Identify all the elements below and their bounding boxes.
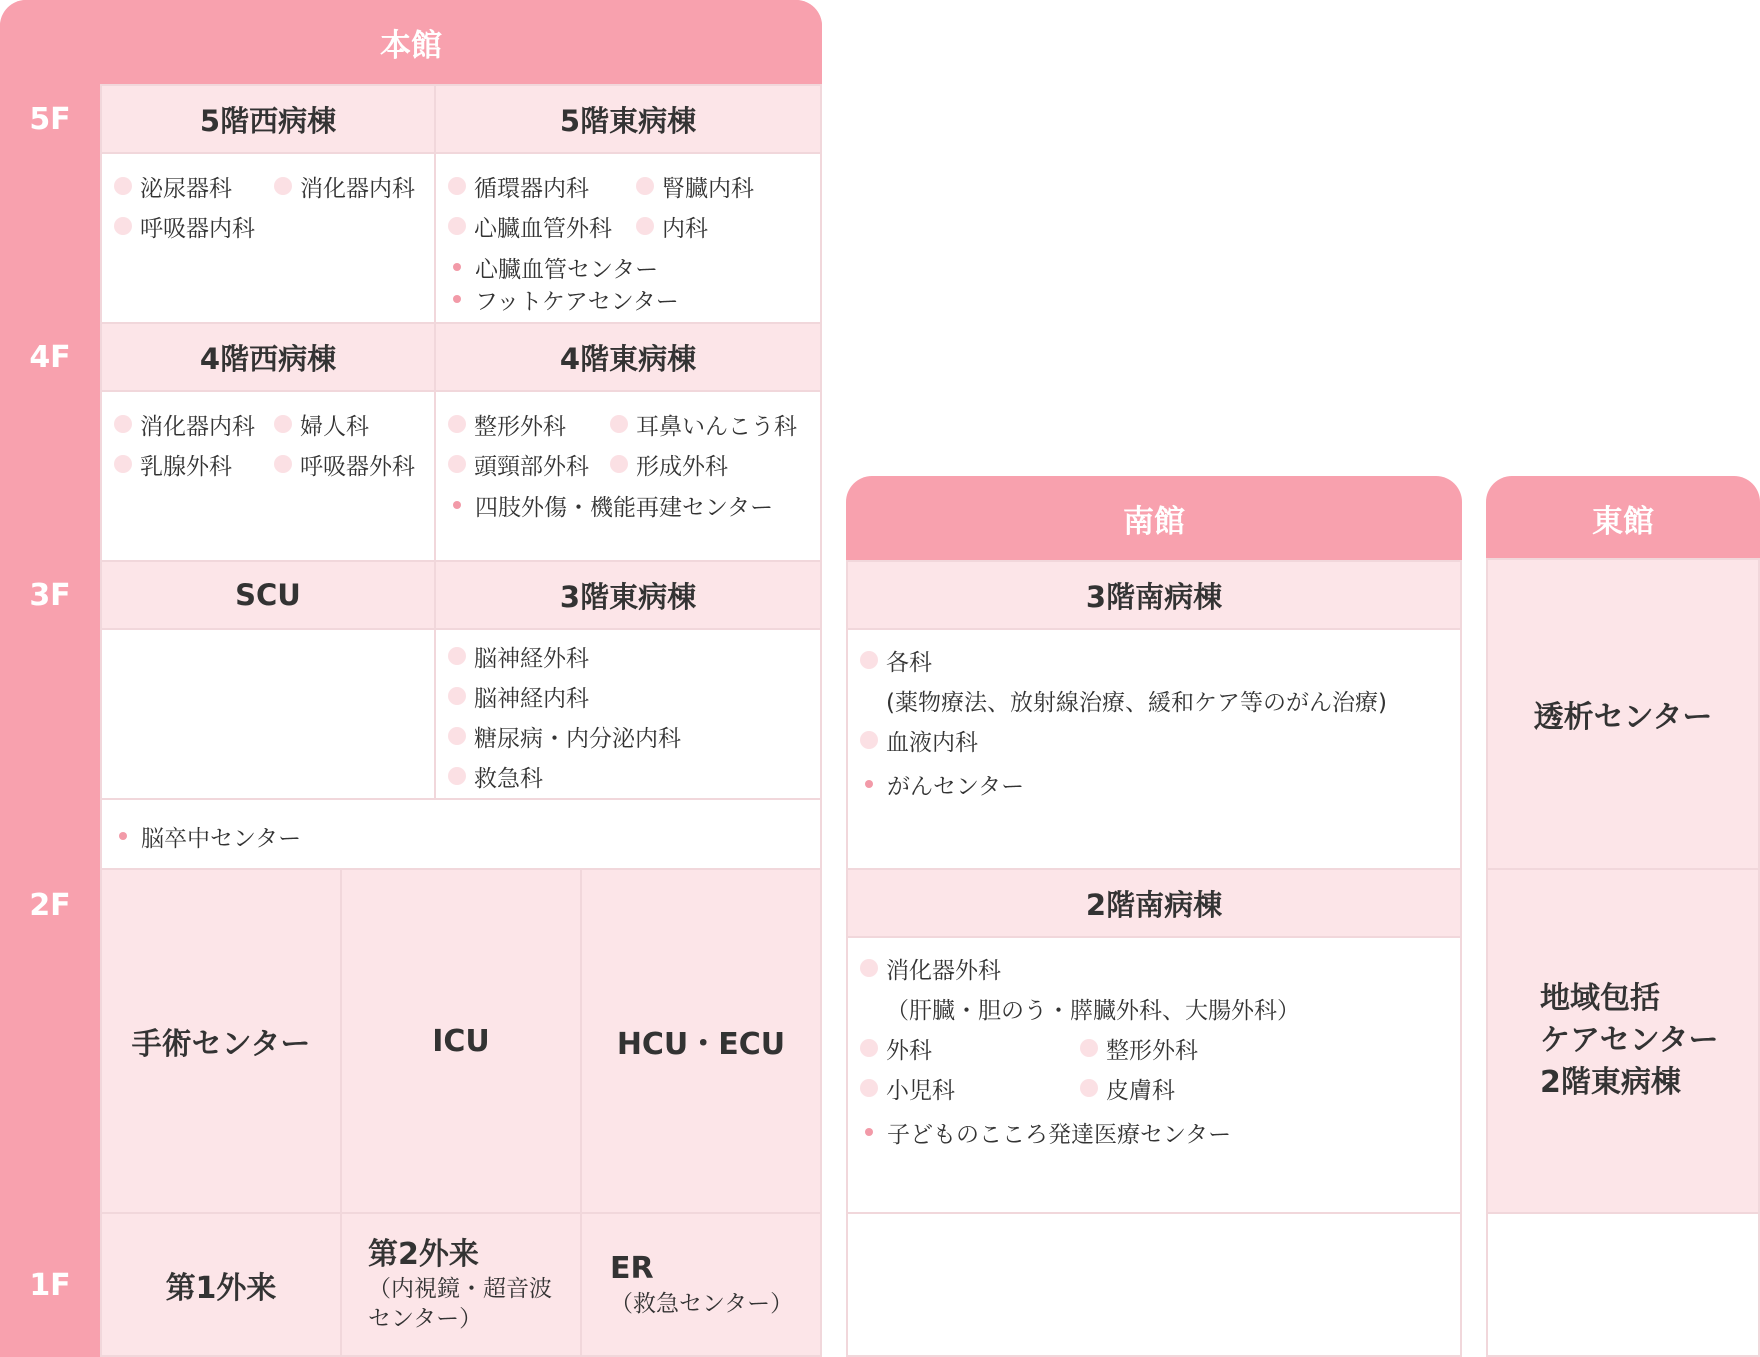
list-item: 循環器内科 <box>448 170 636 203</box>
community-care-line2: ケアセンター <box>1540 1023 1719 1058</box>
outpatient-2-sub: （内視鏡・超音波センター） <box>368 1275 552 1332</box>
ward-3f-scu-title: SCU <box>100 560 436 630</box>
floor-label-1f: 1F <box>29 1268 71 1303</box>
ward-4f-east-title: 4階東病棟 <box>434 322 822 392</box>
east-1f-empty <box>1486 1212 1760 1357</box>
ward-3f-east-list <box>434 628 822 800</box>
list-item: 消化器内科 <box>274 170 415 203</box>
list-item: 各科 <box>860 644 932 677</box>
list-item: 腎臓内科 <box>636 170 754 203</box>
surgery-center: 手術センター <box>100 868 342 1214</box>
ward-3f-south-list <box>846 628 1462 870</box>
center-item: 子どものこころ発達医療センター <box>860 1116 1231 1149</box>
center-item: フットケアセンター <box>448 283 679 316</box>
ward-5f-east-title: 5階東病棟 <box>434 84 822 154</box>
floor-label-3f: 3F <box>29 578 71 613</box>
ward-4f-east-list <box>434 390 822 562</box>
list-item: 泌尿器科 <box>114 170 274 203</box>
ward-3f-east-title: 3階東病棟 <box>434 560 822 630</box>
list-item: 消化器外科 <box>860 952 1001 985</box>
south-building-header: 南館 <box>846 476 1462 560</box>
community-care-ward <box>1486 868 1760 1214</box>
outpatient-2 <box>340 1212 582 1357</box>
list-item: 整形外科 <box>1080 1032 1198 1065</box>
list-item: 脳神経内科 <box>448 680 589 713</box>
icu: ICU <box>340 868 582 1214</box>
list-item: 呼吸器内科 <box>114 210 255 243</box>
er <box>580 1212 822 1357</box>
list-item: 乳腺外科 <box>114 448 274 481</box>
list-item: 血液内科 <box>860 724 978 757</box>
list-item: 婦人科 <box>274 408 369 441</box>
stroke-center-row <box>100 798 822 870</box>
ward-2f-south-title: 2階南病棟 <box>846 868 1462 938</box>
list-item: 心臓血管外科 <box>448 210 636 243</box>
dialysis-center: 透析センター <box>1486 558 1760 870</box>
list-item: 整形外科 <box>448 408 610 441</box>
floor-label-2f: 2F <box>29 888 71 923</box>
list-item-note: （肝臓・胆のう・膵臓外科、大腸外科） <box>886 997 1300 1024</box>
community-care-line3: 2階東病棟 <box>1540 1065 1681 1100</box>
floor-label-5f: 5F <box>29 102 71 137</box>
hcu-ecu: HCU・ECU <box>580 868 822 1214</box>
list-item: 耳鼻いんこう科 <box>610 408 797 441</box>
community-care-line1: 地域包括 <box>1540 981 1660 1016</box>
center-item: 脳卒中センター <box>114 820 301 853</box>
er-sub: （救急センター） <box>610 1290 794 1317</box>
list-item: 消化器内科 <box>114 408 274 441</box>
outpatient-2-title: 第2外来 <box>368 1236 479 1272</box>
ward-4f-west-title: 4階西病棟 <box>100 322 436 392</box>
ward-5f-west-title: 5階西病棟 <box>100 84 436 154</box>
south-1f-empty <box>846 1212 1462 1357</box>
floor-label-4f: 4F <box>29 340 71 375</box>
ward-5f-east-list <box>434 152 822 324</box>
ward-3f-south-title: 3階南病棟 <box>846 560 1462 630</box>
center-item: 四肢外傷・機能再建センター <box>448 489 773 522</box>
ward-5f-west-list <box>100 152 436 324</box>
list-item-note: (薬物療法、放射線治療、緩和ケア等のがん治療) <box>886 689 1387 716</box>
list-item: 救急科 <box>448 760 543 793</box>
main-building-header: 本館 <box>0 0 822 84</box>
list-item: 形成外科 <box>610 448 728 481</box>
ward-2f-south-list <box>846 936 1462 1214</box>
list-item: 呼吸器外科 <box>274 448 415 481</box>
list-item: 皮膚科 <box>1080 1072 1175 1105</box>
er-title: ER <box>610 1250 654 1286</box>
ward-3f-scu-body <box>100 628 436 800</box>
list-item: 外科 <box>860 1032 1080 1065</box>
ward-4f-west-list <box>100 390 436 562</box>
list-item: 糖尿病・内分泌内科 <box>448 720 681 753</box>
list-item: 内科 <box>636 210 708 243</box>
list-item: 頭頸部外科 <box>448 448 610 481</box>
list-item: 小児科 <box>860 1072 1080 1105</box>
east-building-header: 東館 <box>1486 476 1760 560</box>
center-item: 心臓血管センター <box>448 251 658 284</box>
center-item: がんセンター <box>860 768 1024 801</box>
outpatient-1: 第1外来 <box>100 1212 342 1357</box>
list-item: 脳神経外科 <box>448 640 589 673</box>
